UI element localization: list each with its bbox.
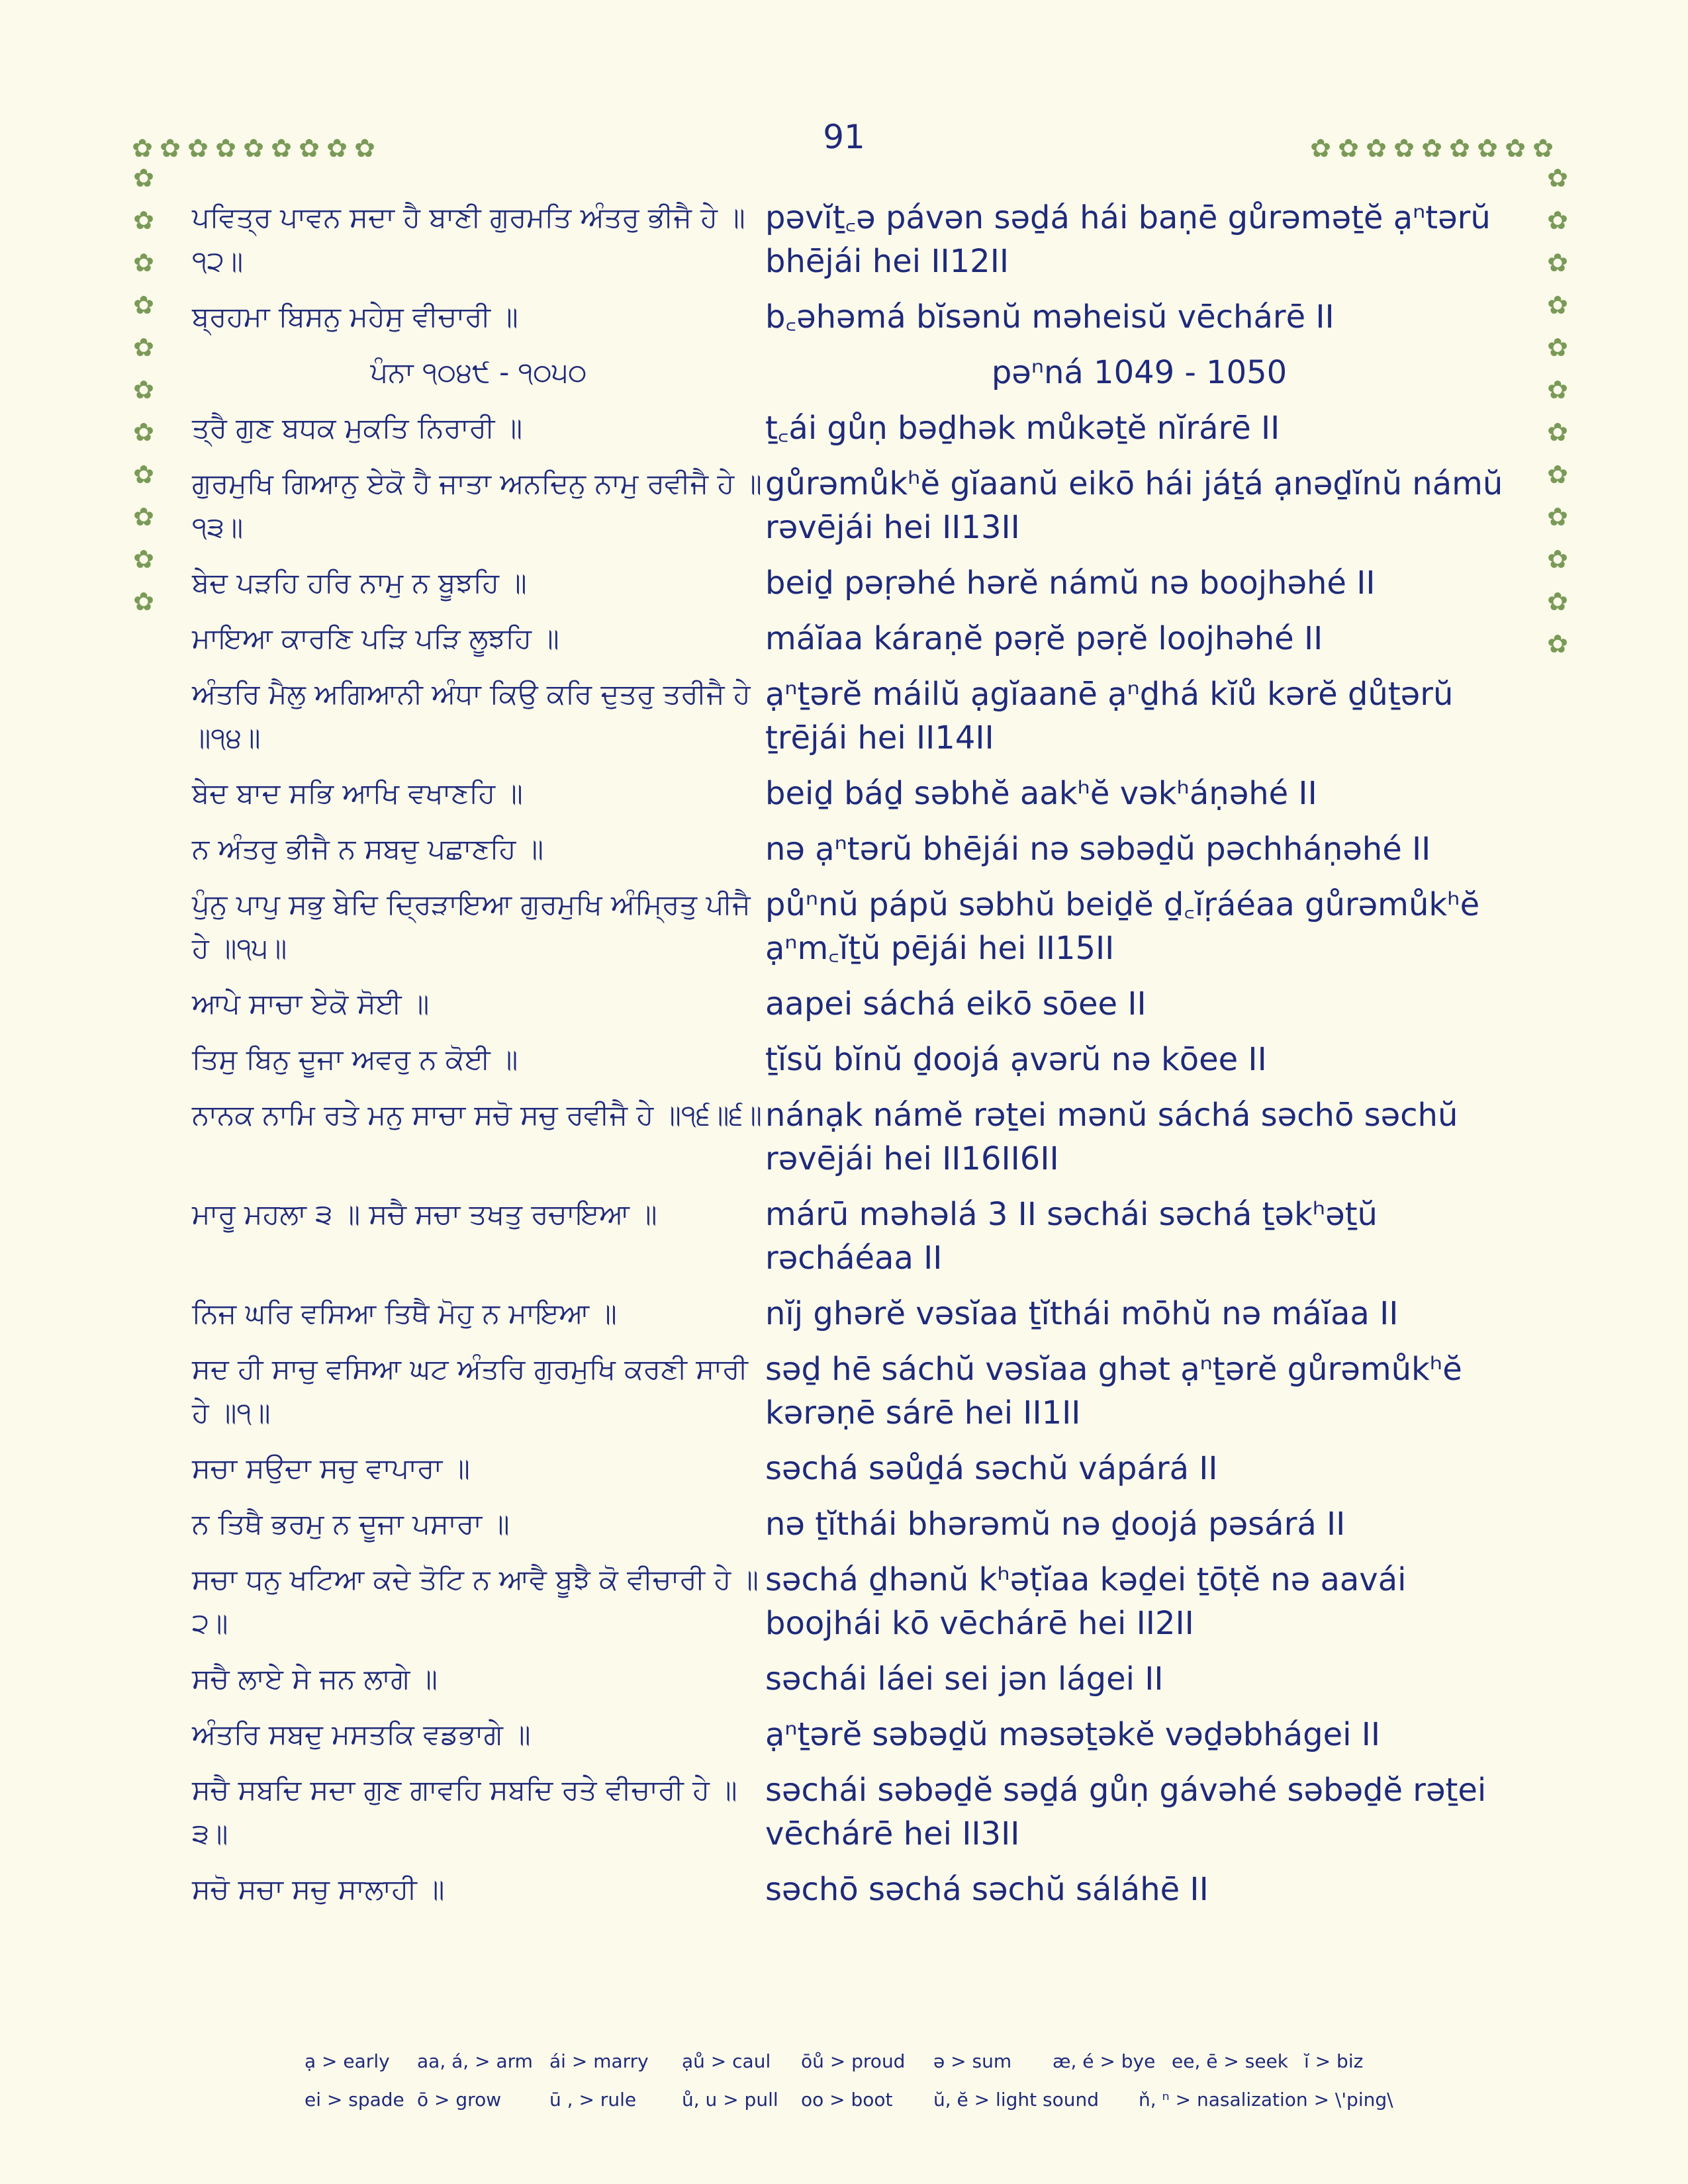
transliteration-text: gůrəmůkʰĕ gĭaanŭ eikō hái jáṯá ạnəḏĭnŭ námŭ rəvējái hei II13II (765, 465, 1503, 546)
legend-item: ạů > caul (682, 2050, 771, 2072)
verse-row (192, 1502, 1529, 1546)
gurmukhi-text: ਨਿਜ ਘਰਿ ਵਸਿਆ ਤਿਥੈ ਮੋਹੁ ਨ ਮਾਇਆ ॥ (192, 1297, 617, 1330)
transliteration-text: nĭj ghərĕ vəsĭaa ṯĭthái mōhŭ nə máĭaa II (765, 1295, 1399, 1332)
page-reference-row (192, 351, 1529, 394)
transliteration-text: márū məhəlá 3 II səchái səchá ṯəkʰəṯŭ rəcháéaa II (765, 1196, 1378, 1277)
verse-row (192, 1038, 1529, 1081)
flower-ornament-icon: ✿ (133, 502, 154, 531)
flower-ornament-icon: ✿ (133, 163, 154, 193)
transliteration-text: ṯ꜀ái gůṇ bəḏhək můkəṯĕ nĭrárē II (765, 410, 1280, 447)
gurmukhi-text: ਬ੍ਰਹਮਾ ਬਿਸਨੁ ਮਹੇਸੁ ਵੀਚਾਰੀ ॥ (192, 300, 518, 333)
transliteration-text: máĭaa káraṇĕ pəṛĕ pəṛĕ loojhəhé II (765, 620, 1323, 657)
flower-ornament-icon: ✿ (133, 545, 154, 574)
verse-rows (192, 196, 1529, 1923)
transliteration-text: səḏ hē sáchŭ vəsĭaa ghət ạⁿṯərĕ gůrəmůkʰĕ kərəṇē sárē hei II1II (765, 1351, 1462, 1432)
transliteration-text: ạⁿṯərĕ səbəḏŭ məsəṯəkĕ vəḏəbhágei II (765, 1716, 1381, 1753)
flower-ornament-icon: ✿ (1547, 502, 1568, 531)
gurmukhi-text: ਸਚਾ ਧਨੁ ਖਟਿਆ ਕਦੇ ਤੋਟਿ ਨ ਆਵੈ ਬੂਝੈ ਕੋ ਵੀਚਾਰੀ ਹੇ ॥੨॥ (192, 1563, 759, 1639)
flower-ornament-icon: ✿ (1547, 248, 1568, 277)
flower-ornament-icon: ✿ (1421, 134, 1442, 163)
verse-row (192, 1347, 1529, 1435)
flower-ornament-icon: ✿ (1547, 545, 1568, 574)
flower-ornament-icon: ✿ (133, 587, 154, 616)
flower-ornament-icon: ✿ (1547, 587, 1568, 616)
flower-ornament-icon: ✿ (1338, 134, 1359, 163)
gurmukhi-text: ਨ ਤਿਥੈ ਭਰਮੁ ਨ ਦੂਜਾ ਪਸਾਰਾ ॥ (192, 1508, 510, 1540)
legend-item: ů, u > pull (682, 2088, 778, 2111)
flower-ornament-icon: ✿ (1547, 460, 1568, 489)
transliteration-text: pəⁿná 1049 - 1050 (991, 354, 1288, 391)
verse-row (192, 1292, 1529, 1336)
flower-ornament-icon: ✿ (1547, 418, 1568, 447)
transliteration-text: səchá səůḏá səchŭ vápárá II (765, 1450, 1218, 1487)
transliteration-text: səchá ḏhənŭ kʰəṭĭaa kəḏei ṯōṭĕ nə aavái boojhái kō vēchárē hei II2II (765, 1561, 1407, 1642)
gurmukhi-text: ਅੰਤਰਿ ਸਬਦੁ ਮਸਤਕਿ ਵਡਭਾਗੇ ॥ (192, 1718, 531, 1751)
flower-ornament-icon: ✿ (133, 418, 154, 447)
verse-row (192, 982, 1529, 1026)
legend-row-2 (305, 2080, 1496, 2118)
transliteration-text: ạⁿṯərĕ máilŭ ạgĭaanē ạⁿḏhá kĭů kərĕ ḏůṯərŭ ṯrējái hei II14II (765, 676, 1454, 756)
flower-ornament-icon: ✿ (215, 134, 236, 163)
flower-ornament-icon: ✿ (1547, 291, 1568, 320)
transliteration-text: b꜀əhəmá bĭsənŭ məheisŭ vēchárē II (765, 298, 1335, 336)
transliteration-text: půⁿnŭ pápŭ səbhŭ beiḏĕ ḏ꜀ĭṛáéaa gůrəmůkʰĕ ạⁿm꜀ĭṯŭ pējái hei II15II (765, 886, 1480, 967)
gurmukhi-text: ਆਪੇ ਸਾਚਾ ਏਕੋ ਸੋਈ ॥ (192, 987, 430, 1020)
verse-row (192, 1713, 1529, 1756)
verse-row (192, 295, 1529, 339)
flower-ornament-icon: ✿ (133, 291, 154, 320)
verse-row (192, 406, 1529, 450)
transliteration-text: nə ṯĭthái bhərəmŭ nə ḏoojá pəsárá II (765, 1506, 1346, 1543)
gurmukhi-text: ਪੁੰਨੁ ਪਾਪੁ ਸਭੁ ਬੇਦਿ ਦ੍ਰਿੜਾਇਆ ਗੁਰਮੁਖਿ ਅੰਮ੍ਰਿਤੁ ਪੀਜੈ ਹੇ ॥੧੫॥ (192, 888, 751, 964)
gurmukhi-text: ਅੰਤਰਿ ਮੈਲੁ ਅਗਿਆਨੀ ਅੰਧਾ ਕਿਉ ਕਰਿ ਦੁਤਰੁ ਤਰੀਜੈ ਹੇ ॥੧੪॥ (192, 678, 751, 754)
flower-ornament-icon: ✿ (160, 134, 181, 163)
verse-row (192, 883, 1529, 970)
gurmukhi-text: ਨਾਨਕ ਨਾਮਿ ਰਤੇ ਮਨੁ ਸਾਚਾ ਸਚੋ ਸਚੁ ਰਵੀਜੈ ਹੇ ॥੧੬॥੬॥ (192, 1099, 763, 1131)
legend-item: ň, ⁿ > nasalization > \'ping\ (1139, 2088, 1393, 2111)
flower-ornament-icon: ✿ (243, 134, 264, 163)
flower-ornament-icon: ✿ (133, 375, 154, 404)
verse-row (192, 1657, 1529, 1701)
flower-ornament-icon: ✿ (1547, 333, 1568, 362)
gurmukhi-text: ਮਾਰੂ ਮਹਲਾ ੩ ॥ ਸਚੈ ਸਚਾ ਤਖਤੁ ਰਚਾਇਆ ॥ (192, 1198, 657, 1230)
gurmukhi-text: ਨ ਅੰਤਰੁ ਭੀਜੈ ਨ ਸਬਦੁ ਪਛਾਣਹਿ ॥ (192, 833, 544, 865)
gurmukhi-text: ਪੰਨਾ ੧੦੪੯ - ੧੦੫੦ (370, 356, 587, 388)
transliteration-text: nánạk námĕ rəṯei mənŭ sáchá səchō səchŭ rəvējái hei II16II6II (765, 1097, 1458, 1177)
flower-ornament-icon: ✿ (133, 206, 154, 235)
flower-ornament-icon: ✿ (133, 460, 154, 489)
flower-ornament-icon: ✿ (1547, 629, 1568, 659)
gurmukhi-text: ਪਵਿਤ੍ਰ ਪਾਵਨ ਸਦਾ ਹੈ ਬਾਣੀ ਗੁਰਮਤਿ ਅੰਤਰੁ ਭੀਜੈ ਹੇ ॥੧੨॥ (192, 201, 745, 277)
verse-row (192, 462, 1529, 549)
legend-item: ei > spade (305, 2088, 404, 2111)
flower-ornament-icon: ✿ (1547, 375, 1568, 404)
gurmukhi-text: ਸਚਾ ਸਉਦਾ ਸਚੁ ਵਾਪਾਰਾ ॥ (192, 1452, 470, 1484)
flower-ornament-icon: ✿ (1477, 134, 1498, 163)
gurmukhi-text: ਤ੍ਰੈ ਗੁਣ ਬਧਕ ਮੁਕਤਿ ਨਿਰਾਰੀ ॥ (192, 412, 523, 444)
legend-row-1 (305, 2042, 1496, 2080)
transliteration-text: nə ạⁿtərŭ bhējái nə səbəḏŭ pəchháṇəhé II (765, 831, 1431, 868)
verse-row (192, 1447, 1529, 1490)
transliteration-text: səchái səbəḏĕ səḏá gůṇ gávəhé səbəḏĕ rəṯei vēchárē hei II3II (765, 1772, 1487, 1852)
verse-row (192, 196, 1529, 283)
legend-item: ōů > proud (801, 2050, 906, 2072)
gurmukhi-text: ਸਚੈ ਸਬਦਿ ਸਦਾ ਗੁਣ ਗਾਵਹਿ ਸਬਦਿ ਰਤੇ ਵੀਚਾਰੀ ਹੇ ॥੩॥ (192, 1774, 737, 1850)
flower-ornament-icon: ✿ (271, 134, 292, 163)
flower-ornament-icon: ✿ (299, 134, 320, 163)
page-number: 91 (823, 118, 865, 156)
flower-ornament-icon: ✿ (354, 134, 375, 163)
legend-item: æ, é > bye (1053, 2050, 1156, 2072)
gurmukhi-text: ਬੇਦ ਪੜਹਿ ਹਰਿ ਨਾਮੁ ਨ ਬੂਝਹਿ ॥ (192, 567, 527, 599)
flower-ornament-icon: ✿ (133, 248, 154, 277)
verse-row (192, 772, 1529, 815)
legend-item: ə > sum (933, 2050, 1012, 2072)
transliteration-text: beiḏ pəṛəhé hərĕ námŭ nə boojhəhé II (765, 565, 1376, 602)
verse-row (192, 1768, 1529, 1856)
legend-item: ū , > rule (549, 2088, 637, 2111)
transliteration-text: səchō səchá səchŭ sáláhē II (765, 1871, 1209, 1908)
flower-ornament-icon: ✿ (187, 134, 209, 163)
legend-item: ee, ē > seek (1172, 2050, 1288, 2072)
verse-row (192, 672, 1529, 760)
gurmukhi-text: ਸਚੈ ਲਾਏ ਸੇ ਜਨ ਲਾਗੇ ॥ (192, 1662, 438, 1695)
verse-row (192, 1558, 1529, 1645)
legend-item: ạ > early (305, 2050, 390, 2072)
verse-row (192, 561, 1529, 605)
flower-ornament-icon: ✿ (1366, 134, 1387, 163)
legend-item: ái > marry (549, 2050, 649, 2072)
transliteration-text: beiḏ báḏ səbhĕ aakʰĕ vəkʰáṇəhé II (765, 775, 1317, 812)
legend-item: oo > boot (801, 2088, 893, 2111)
flower-ornament-icon: ✿ (1547, 163, 1568, 193)
pronunciation-legend (305, 2042, 1496, 2118)
verse-row (192, 617, 1529, 660)
transliteration-text: aapei sáchá eikō sōee II (765, 985, 1147, 1023)
gurmukhi-text: ਮਾਇਆ ਕਾਰਣਿ ਪੜਿ ਪੜਿ ਲੂਝਹਿ ॥ (192, 622, 559, 655)
flower-ornament-icon: ✿ (1547, 206, 1568, 235)
legend-item: ŭ, ĕ > light sound (933, 2088, 1099, 2111)
verse-row (192, 1193, 1529, 1280)
flower-ornament-icon: ✿ (132, 134, 153, 163)
flower-ornament-icon: ✿ (1449, 134, 1470, 163)
flower-ornament-icon: ✿ (133, 333, 154, 362)
gurmukhi-text: ਬੇਦ ਬਾਦ ਸਭਿ ਆਖਿ ਵਖਾਣਹਿ ॥ (192, 777, 523, 809)
legend-item: aa, á, > arm (417, 2050, 533, 2072)
transliteration-text: səchái láei sei jən lágei II (765, 1661, 1164, 1698)
transliteration-text: pəvĭṯ꜀ə pávən səḏá hái baṇē gůrəməṯĕ ạⁿtərŭ bhējái hei II12II (765, 199, 1491, 280)
verse-row (192, 827, 1529, 871)
verse-row (192, 1093, 1529, 1181)
gurmukhi-text: ਸਚੋ ਸਚਾ ਸਚੁ ਸਾਲਾਹੀ ॥ (192, 1873, 445, 1905)
verse-row (192, 1868, 1529, 1911)
legend-item: ĭ > biz (1304, 2050, 1364, 2072)
gurmukhi-text: ਗੁਰਮੁਖਿ ਗਿਆਨੁ ਏਕੋ ਹੈ ਜਾਤਾ ਅਨਦਿਨੁ ਨਾਮੁ ਰਵੀਜੈ ਹੇ ॥੧੩॥ (192, 467, 762, 543)
transliteration-text: ṯĭsŭ bĭnŭ ḏoojá ạvərŭ nə kōee II (765, 1041, 1267, 1078)
flower-ornament-icon: ✿ (1393, 134, 1415, 163)
legend-item: ō > grow (417, 2088, 502, 2111)
gurmukhi-text: ਤਿਸੁ ਬਿਨੁ ਦੂਜਾ ਅਵਰੁ ਨ ਕੋਈ ॥ (192, 1043, 518, 1075)
flower-ornament-icon: ✿ (326, 134, 348, 163)
flower-ornament-icon: ✿ (1532, 134, 1554, 163)
flower-ornament-icon: ✿ (1505, 134, 1526, 163)
gurmukhi-text: ਸਦ ਹੀ ਸਾਚੁ ਵਸਿਆ ਘਟ ਅੰਤਰਿ ਗੁਰਮੁਖਿ ਕਰਣੀ ਸਾਰੀ ਹੇ ॥੧॥ (192, 1353, 748, 1429)
flower-ornament-icon: ✿ (1310, 134, 1331, 163)
